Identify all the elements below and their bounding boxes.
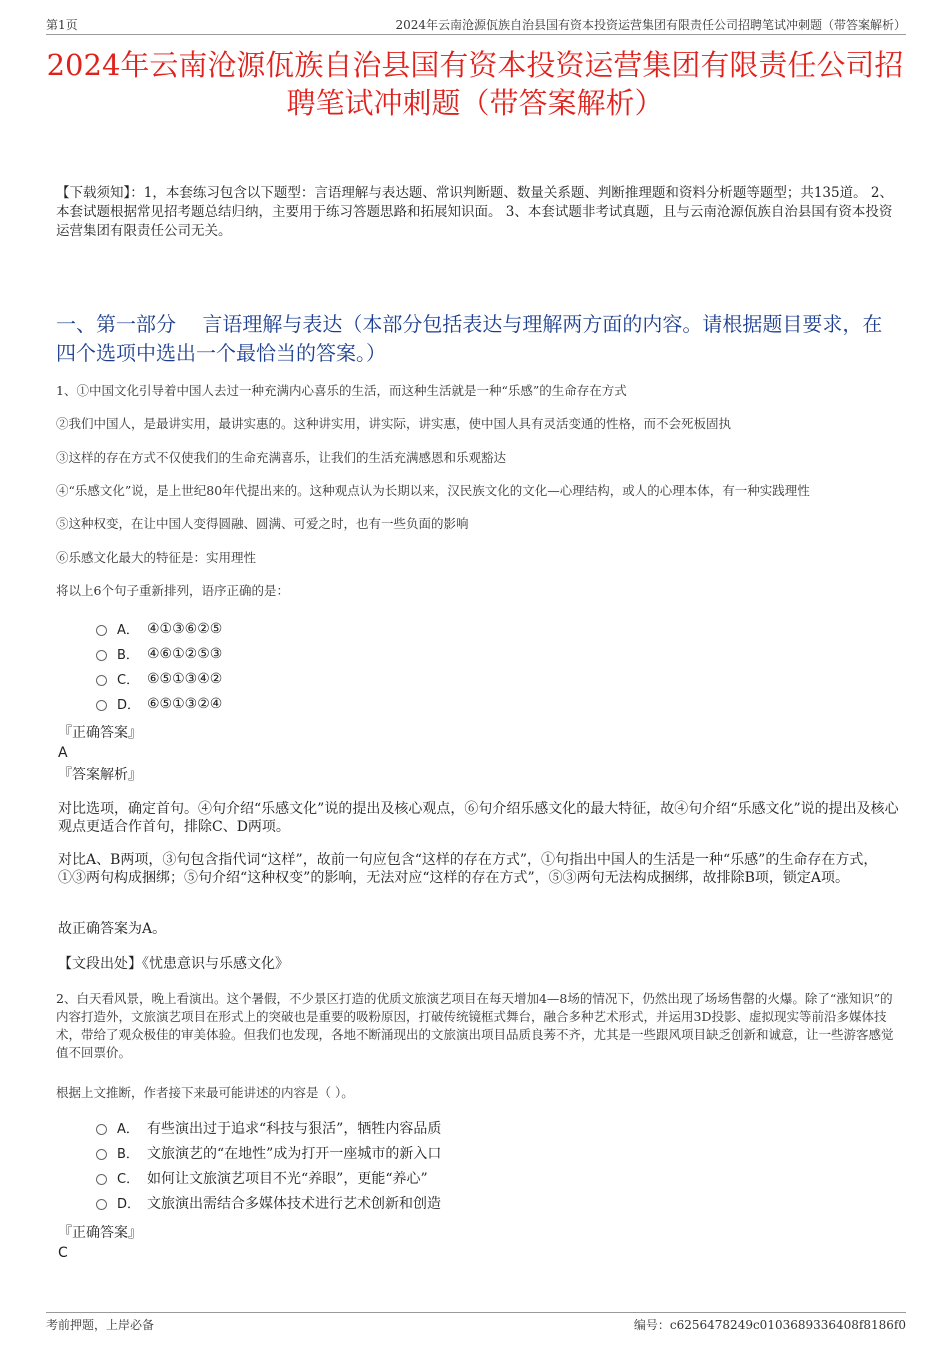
q1-option-a[interactable]: A． ④①③⑥②⑤	[96, 616, 222, 641]
q1-analysis-label: 『答案解析』	[58, 767, 142, 783]
q1-sentence-1: 1、①中国文化引导着中国人去过一种充满内心喜乐的生活，而这种生活就是一种“乐感”的生命存在方式	[56, 383, 627, 398]
q2-option-b[interactable]: B． 文旅演艺的“在地性”成为打开一座城市的新入口	[96, 1140, 441, 1165]
q1-source: 【文段出处】《忧患意识与乐感文化》	[58, 956, 289, 972]
q2-prompt: 根据上文推断，作者接下来最可能讲述的内容是（ ）。	[56, 1085, 354, 1100]
page-title: 2024年云南沧源佤族自治县国有资本投资运营集团有限责任公司招聘笔试冲刺题（带答案解析）	[46, 48, 904, 120]
page-footer	[46, 1312, 906, 1333]
q2-option-d[interactable]: D． 文旅演出需结合多媒体技术进行艺术创新和创造	[96, 1190, 441, 1215]
q2-option-c[interactable]: C． 如何让文旅演艺项目不光“养眼”，更能“养心”	[96, 1165, 441, 1190]
radio-icon[interactable]	[96, 650, 107, 661]
q1-sentence-2: ②我们中国人，是最讲实用，最讲实惠的。这种讲实用，讲实际，讲实惠，使中国人具有灵活变通的性格，而不会死板固执	[56, 416, 732, 431]
q2-stem: 2、白天看风景，晚上看演出。这个暑假，不少景区打造的优质文旅演艺项目在每天增加4—8场的情况下，仍然出现了场场售罄的火爆。除了“涨知识”的内容打造外，文旅演艺项目在形式上的突破也是重要的吸粉原因，打破传统镜框式舞台，融合多种艺术形式，并运用3D投影、虚拟现实等前沿多媒体技术，带给了观众极佳的审美体验。但我们也发现，各地不断涌现出的文旅演出项目品质良莠不齐，尤其是一些跟风项目缺乏创新和诚意，让一些游客感觉值不回票价。	[56, 991, 894, 1060]
radio-icon[interactable]	[96, 700, 107, 711]
q1-conclusion: 故正确答案为A。	[58, 921, 167, 937]
q2-answer-label: 『正确答案』	[58, 1225, 142, 1241]
q1-sentence-4: ④“乐感文化”说，是上世纪80年代提出来的。这种观点认为长期以来，汉民族文化的文化—心理结构，或人的心理本体，有一种实践理性	[56, 483, 810, 498]
radio-icon[interactable]	[96, 1149, 107, 1160]
footer-serial: 编号：c6256478249c0103689336408f8186f0	[633, 1318, 906, 1332]
q1-option-d[interactable]: D． ⑥⑤①③②④	[96, 691, 222, 716]
q1-option-b[interactable]: B． ④⑥①②⑤③	[96, 641, 222, 666]
radio-icon[interactable]	[96, 625, 107, 636]
download-notice: 【下载须知】：1，本套练习包含以下题型：言语理解与表达题、常识判断题、数量关系题、判断推理题和资料分析题等题型；共135道。 2、本套试题根据常见招考题总结归纳，主要用于练习答题思路和拓展知识面。 3、本套试题非考试真题，且与云南沧源佤族自治县国有资本投资运营集团有限责任公司无关。	[56, 185, 893, 239]
q1-answer: A	[58, 745, 68, 761]
q2-answer: C	[58, 1245, 68, 1261]
q2-options	[96, 1115, 441, 1215]
page-header	[46, 14, 906, 35]
q1-sentence-3: ③这样的存在方式不仅使我们的生命充满喜乐，让我们的生活充满感恩和乐观豁达	[56, 450, 507, 465]
q1-answer-label: 『正确答案』	[58, 725, 142, 741]
radio-icon[interactable]	[96, 1124, 107, 1135]
q2-option-a[interactable]: A． 有些演出过于追求“科技与狠活”，牺牲内容品质	[96, 1115, 441, 1140]
section-title: 一、第一部分 言语理解与表达（本部分包括表达与理解两方面的内容。请根据题目要求，在四个选项中选出一个最恰当的答案。）	[56, 312, 883, 365]
q1-options	[96, 616, 222, 716]
q1-analysis-1: 对比选项，确定首句。④句介绍“乐感文化”说的提出及核心观点，⑥句介绍乐感文化的最大特征，故④句介绍“乐感文化”说的提出及核心观点更适合作首句，排除C、D两项。	[58, 801, 899, 835]
footer-slogan: 考前押题，上岸必备	[46, 1318, 155, 1332]
q1-sentence-6: ⑥乐感文化最大的特征是：实用理性	[56, 550, 257, 565]
header-doc-title: 2024年云南沧源佤族自治县国有资本投资运营集团有限责任公司招聘笔试冲刺题（带答案解析）	[395, 18, 906, 32]
q1-prompt: 将以上6个句子重新排列，语序正确的是：	[56, 583, 289, 598]
radio-icon[interactable]	[96, 675, 107, 686]
radio-icon[interactable]	[96, 1199, 107, 1210]
q1-option-c[interactable]: C． ⑥⑤①③④②	[96, 666, 222, 691]
radio-icon[interactable]	[96, 1174, 107, 1185]
page-number: 第1页	[46, 18, 78, 32]
q1-analysis-2: 对比A、B两项，③句包含指代词“这样”，故前一句应包含“这样的存在方式”，①句指出中国人的生活是一种“乐感”的生命存在方式，①③两句构成捆绑；⑤句介绍“这种权变”的影响，无法对应“这样的存在方式”，⑤③两句无法构成捆绑，故排除B项，锁定A项。	[58, 852, 878, 886]
q1-sentence-5: ⑤这种权变，在让中国人变得圆融、圆满、可爱之时，也有一些负面的影响	[56, 516, 469, 531]
